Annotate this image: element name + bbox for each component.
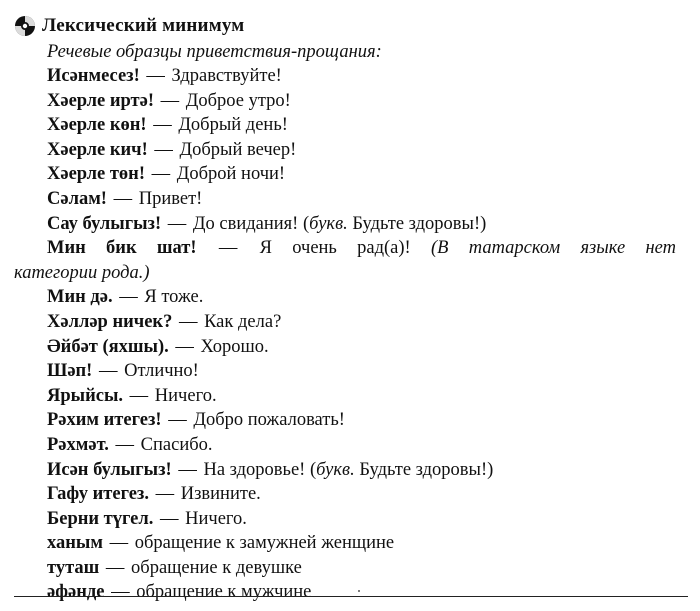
phrase-line: [0, 138, 700, 163]
em-dash: —: [160, 508, 179, 529]
tatar-phrase: Шәп!: [47, 361, 93, 382]
russian-translation: обращение к замужней женщине: [134, 533, 395, 554]
russian-translation: обращение к девушке: [131, 557, 302, 578]
russian-translation: Отлично!: [124, 361, 199, 382]
tatar-phrase: Мин бик шат!: [47, 238, 197, 259]
bottom-rule: [14, 596, 688, 597]
translation-note-continuation: категории рода.): [14, 262, 150, 283]
em-dash: —: [175, 336, 194, 357]
section-title: Лексический минимум: [42, 15, 245, 36]
russian-translation: Я тоже.: [144, 287, 204, 308]
em-dash: —: [155, 484, 175, 505]
russian-translation: На здоровье! (: [203, 459, 317, 480]
cd-disc-icon: [14, 15, 36, 37]
em-dash: —: [105, 557, 125, 578]
tatar-phrase: Исәнмесез!: [47, 66, 140, 86]
tatar-phrase: Рәхим итегез!: [47, 410, 162, 431]
phrase-line: [0, 64, 700, 89]
tatar-phrase: Гафу итегез.: [47, 484, 149, 505]
tatar-phrase: Хәерле кич!: [47, 139, 148, 160]
tatar-phrase: Хәлләр ничек?: [47, 311, 173, 332]
phrase-line: [0, 408, 700, 433]
russian-translation: До свидания! (: [192, 213, 310, 234]
em-dash: —: [151, 164, 171, 185]
em-dash: —: [109, 533, 129, 554]
russian-translation: Хорошо.: [200, 336, 269, 357]
tatar-phrase: Берни түгел.: [47, 508, 154, 529]
phrase-line: [0, 359, 700, 384]
tatar-phrase: ханым: [47, 533, 103, 554]
phrase-line: [0, 507, 700, 532]
russian-translation: Добрый вечер!: [179, 139, 297, 160]
phrase-line: [0, 580, 700, 605]
translation-note: букв.: [309, 213, 348, 234]
russian-translation: Добро пожаловать!: [193, 410, 345, 431]
em-dash: —: [119, 287, 138, 308]
russian-translation: Привет!: [138, 188, 203, 209]
translation-suffix: Будьте здоровы!): [354, 459, 494, 480]
russian-translation: обращение к мужчине: [136, 582, 312, 603]
phrase-line: [0, 162, 700, 187]
translation-note: (В татарском языке нет: [431, 238, 676, 259]
russian-translation: Доброй ночи!: [176, 164, 286, 185]
translation-suffix: Будьте здоровы!): [347, 213, 487, 234]
phrase-line: [0, 310, 700, 335]
phrase-line: [0, 212, 700, 237]
phrase-line: [0, 482, 700, 507]
tatar-phrase: Хәерле көн!: [47, 115, 147, 136]
phrase-line: [0, 187, 700, 212]
section-subtitle: Речевые образцы приветствия-прощания:: [47, 42, 382, 62]
tatar-phrase: Ярыйсы.: [47, 385, 124, 406]
tatar-phrase: Хәерле иртә!: [47, 90, 154, 111]
tatar-phrase: туташ: [47, 557, 100, 578]
em-dash: —: [146, 66, 165, 86]
russian-translation: Извините.: [180, 484, 261, 505]
em-dash: —: [167, 213, 187, 234]
em-dash: —: [115, 434, 135, 455]
em-dash: —: [178, 311, 198, 332]
phrase-line: [0, 236, 700, 261]
phrase-line-continuation: [0, 261, 700, 286]
phrase-line: [0, 113, 700, 138]
phrase-line: [0, 335, 700, 360]
phrase-line: [0, 384, 700, 409]
russian-translation: Как дела?: [204, 311, 282, 332]
tatar-phrase: Сәлам!: [47, 188, 107, 209]
phrase-line: [0, 531, 700, 556]
russian-translation: Здравствуйте!: [171, 66, 282, 86]
tatar-phrase: Әйбәт (яхшы).: [47, 336, 169, 357]
tatar-phrase: Мин дә.: [47, 287, 113, 308]
em-dash: —: [154, 139, 173, 160]
phrase-line: [0, 433, 700, 458]
tatar-phrase: Исән булыгыз!: [47, 459, 172, 480]
phrase-line: [0, 89, 700, 114]
em-dash: —: [113, 188, 133, 209]
russian-translation: Ничего.: [154, 385, 217, 406]
em-dash: —: [178, 459, 197, 480]
tatar-phrase: Сау булыгыз!: [47, 213, 162, 234]
russian-translation: Доброе утро!: [185, 90, 291, 111]
russian-translation: Добрый день!: [178, 115, 288, 136]
em-dash: —: [168, 410, 187, 431]
phrase-line: [0, 458, 700, 483]
em-dash: —: [218, 238, 238, 259]
phrase-line: [0, 556, 700, 581]
section-header: [14, 13, 244, 39]
tatar-phrase: Хәерле төн!: [47, 164, 145, 185]
em-dash: —: [129, 385, 149, 406]
em-dash: —: [98, 361, 118, 382]
em-dash: —: [111, 582, 130, 603]
tatar-phrase: Рәхмәт.: [47, 434, 109, 455]
phrase-line: [0, 285, 700, 310]
translation-note: букв.: [316, 459, 355, 480]
em-dash: —: [160, 90, 180, 111]
tatar-phrase: әфәнде: [47, 582, 105, 603]
russian-translation: Я очень рад(а)!: [259, 238, 431, 259]
em-dash: —: [153, 115, 172, 136]
page-dot: [358, 590, 360, 592]
phrase-list: [0, 64, 700, 605]
russian-translation: Спасибо.: [140, 434, 213, 455]
russian-translation: Ничего.: [185, 508, 247, 529]
